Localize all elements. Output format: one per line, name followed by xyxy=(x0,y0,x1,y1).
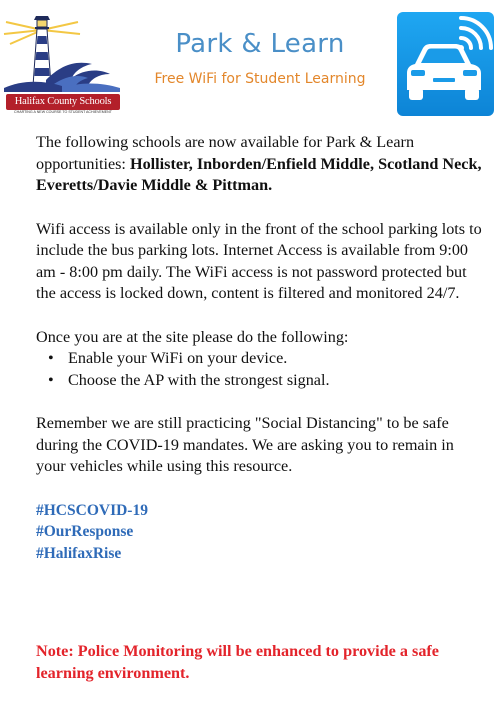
header xyxy=(0,0,500,125)
reminder-paragraph: Remember we are still practicing "Social Distancing" to be safe during the COVID-19 mandates. We are asking you to remain in your vehicles while using this resource. xyxy=(36,414,454,475)
main-content xyxy=(36,132,486,564)
list-item xyxy=(48,348,486,370)
list-item xyxy=(48,370,486,392)
car-wifi-icon xyxy=(397,12,494,116)
logo-tagline: CHARTING A NEW COURSE TO STUDENT ACHIEVEMENT xyxy=(14,110,112,114)
instruction-list xyxy=(36,348,486,391)
hashtag-list xyxy=(36,500,486,565)
hashtag: #HCSCOVID-19 xyxy=(36,501,148,519)
step-text: Enable your WiFi on your device. xyxy=(68,349,288,367)
intro-paragraph xyxy=(36,132,486,197)
school-list: Hollister, Inborden/Enfield Middle, Scotland Neck, Everetts/Davie Middle & Pittman. xyxy=(36,154,482,194)
title-block xyxy=(125,28,395,88)
lighthouse-icon xyxy=(2,8,122,98)
intro-lead: The following schools are now available for Park & Learn opportunities: xyxy=(36,133,415,173)
bullet-icon: • xyxy=(48,370,54,389)
hashtag: #OurResponse xyxy=(36,523,134,540)
logo-banner: Halifax County Schools xyxy=(6,94,120,110)
access-paragraph: Wifi access is available only in the front of the school parking lots to include the bus parking lots. Internet Access is available from 9:00 am - 8:00 pm daily. The WiFi access is not password protected but the access is locked down, content is filtered and monitored 24/7. xyxy=(36,219,482,302)
page-subtitle: Free WiFi for Student Learning xyxy=(154,71,366,87)
page-title: Park & Learn xyxy=(175,29,345,59)
instructions-lead: Once you are at the site please do the following: xyxy=(36,327,349,346)
step-text: Choose the AP with the strongest signal. xyxy=(68,370,330,389)
halifax-county-schools-logo xyxy=(2,8,122,118)
police-note: Note: Police Monitoring will be enhanced to provide a safe learning environment. xyxy=(36,642,439,682)
bullet-icon: • xyxy=(48,349,54,367)
hashtag: #HalifaxRise xyxy=(36,544,122,562)
